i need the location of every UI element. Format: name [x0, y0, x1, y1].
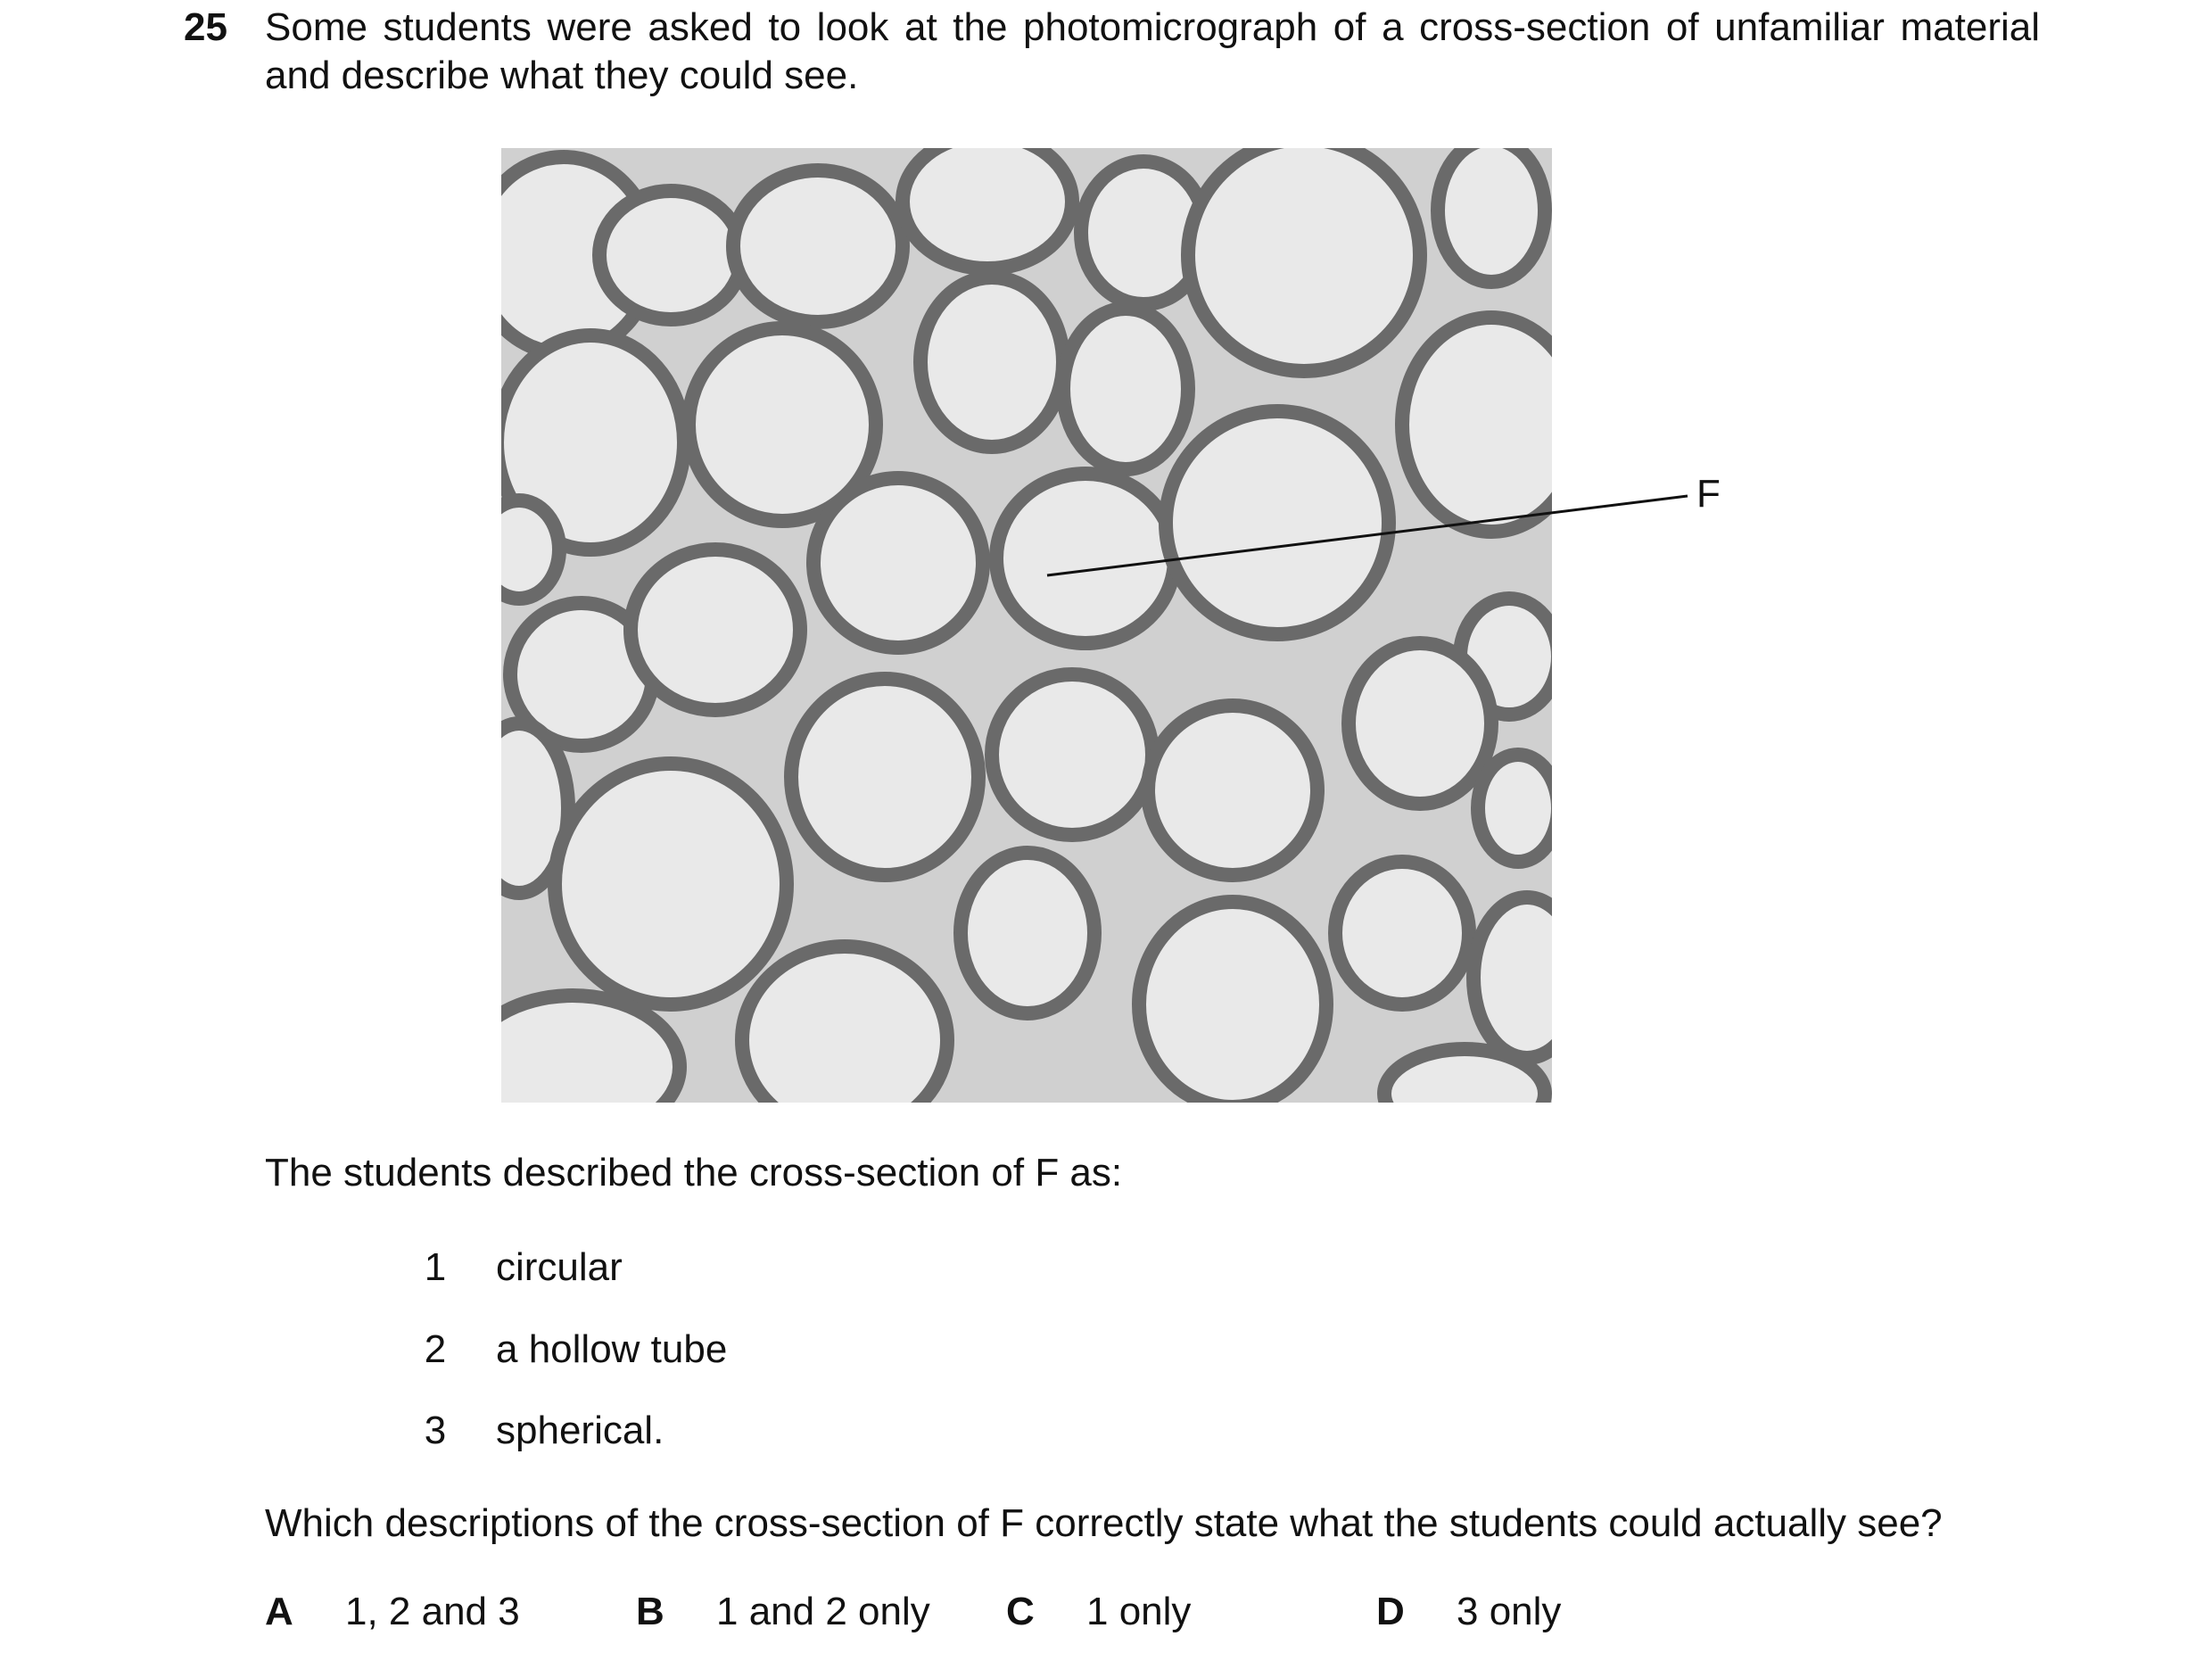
statement-number: 1 [424, 1245, 447, 1289]
statement-number: 3 [424, 1409, 447, 1452]
statement-text: circular [496, 1245, 623, 1289]
label-f: F [1696, 472, 1721, 516]
option-a[interactable] [265, 1588, 520, 1636]
option-c[interactable] [1006, 1588, 1191, 1636]
option-d[interactable] [1376, 1588, 1561, 1636]
option-b[interactable] [636, 1588, 930, 1636]
option-letter: D [1376, 1590, 1405, 1633]
option-letter: A [265, 1590, 293, 1633]
question-number: 25 [184, 5, 227, 49]
photomicrograph [501, 148, 1552, 1103]
statement-text: spherical. [496, 1409, 664, 1452]
question-prompt: Which descriptions of the cross-section of F correctly state what the students could actually see? [265, 1501, 1943, 1545]
option-letter: C [1006, 1590, 1035, 1633]
option-text: 1 only [1086, 1590, 1192, 1633]
statement-text: a hollow tube [496, 1327, 728, 1371]
question-stem: Some students were asked to look at the photomicrograph of a cross-section of unfamiliar material and describe what they could see. [265, 5, 2040, 97]
option-text: 1 and 2 only [716, 1590, 930, 1633]
option-text: 3 only [1457, 1590, 1562, 1633]
option-text: 1, 2 and 3 [345, 1590, 520, 1633]
intro-text: The students described the cross-section of F as: [265, 1151, 1123, 1194]
option-letter: B [636, 1590, 664, 1633]
statement-number: 2 [424, 1327, 447, 1371]
